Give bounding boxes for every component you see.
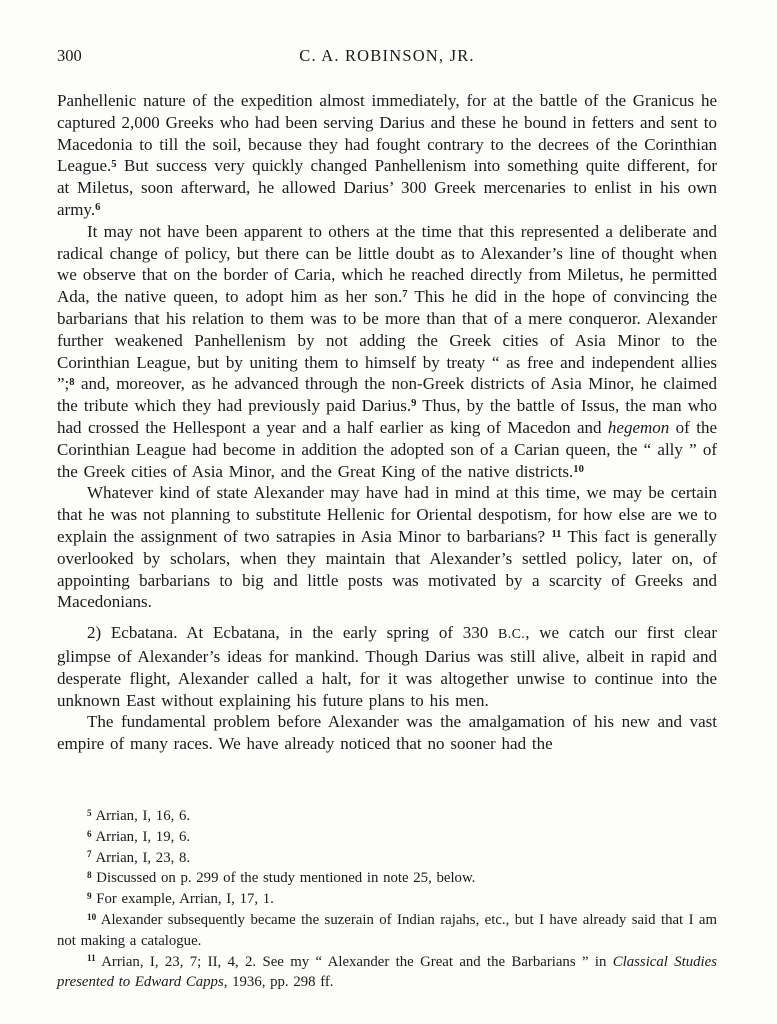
footnote-ref: 11 — [87, 953, 96, 964]
text-segment: Classical Studies presented to Edward Capps — [57, 953, 717, 991]
footnote-ref: 6 — [95, 202, 101, 214]
footnote-ref: 7 — [402, 289, 408, 301]
footnote — [57, 848, 717, 869]
footnote-ref: 7 — [87, 849, 92, 860]
footnote — [57, 952, 717, 994]
footnote-block — [57, 806, 717, 993]
footnote-ref: 9 — [87, 891, 92, 902]
footnote-ref: 10 — [87, 911, 97, 922]
footnote-ref: 8 — [69, 376, 75, 388]
footnote — [57, 827, 717, 848]
text-segment: Arrian, I, 19, 6. — [91, 828, 191, 845]
text-segment: Whatever kind of state Alexander may have had in mind at this time, we may be certain that he was not planning to substitute Hellenic for Oriental despotism, for how else are we to explain the assignment of two satrapies in Asia Minor to barbarians? — [57, 483, 717, 546]
text-segment: This he did in the hope of convincing the barbarians that his relation to them was to be more than that of a mere conqueror. Alexander further weakened Panhellenism by not adding the Greek cities of Asia Minor to the Corinthian League, but by uniting them to himself by treaty “ as free and independent allies ”; — [57, 287, 717, 394]
text-segment: hegemon — [607, 417, 670, 437]
paragraph — [57, 90, 717, 221]
text-segment: of the Corinthian League had become in addition the adopted son of a Carian queen, the “ ally ” of the Greek cities of Asia Minor, and the Great King of the native districts. — [57, 417, 717, 481]
text-segment: 2) Ecbatana. At Ecbatana, in the early spring of 330 — [87, 623, 499, 643]
text-segment: For example, Arrian, I, 17, 1. — [91, 891, 274, 908]
footnote-ref: 5 — [111, 158, 117, 170]
running-header — [57, 46, 717, 68]
paragraph — [57, 221, 717, 483]
text-segment: Arrian, I, 23, 8. — [91, 849, 191, 866]
paragraph — [57, 482, 717, 613]
text-segment: and, moreover, as he advanced through the non-Greek districts of Asia Minor, he claimed the tribute which they had previously paid Darius. — [57, 374, 717, 416]
text-segment: B.C. — [498, 627, 526, 643]
text-segment: , 1936, pp. 298 ff. — [223, 974, 334, 991]
text-segment: Arrian, I, 16, 6. — [91, 808, 191, 824]
text-segment: Thus, by the battle of Issus, the man who had crossed the Hellespont a year and a half earlier as king of Macedon and — [57, 396, 717, 437]
footnote-ref: 9 — [411, 398, 417, 410]
text-segment: But success very quickly changed Panhellenism into something quite different, for at Miletus, soon afterward, he allowed Darius’ 300 Greek mercenaries to enlist in his own army. — [57, 156, 717, 219]
text-segment: Alexander subsequently became the suzerain of Indian rajahs, etc., but I have already said that I am not making a catalogue. — [57, 911, 717, 949]
text-segment: Discussed on p. 299 of the study mentioned in note 25, below. — [91, 870, 476, 887]
paragraph — [57, 622, 717, 711]
text-segment: Arrian, I, 23, 7; II, 4, 2. See my “ Alexander the Great and the Barbarians ” in — [95, 953, 613, 970]
page-number: 300 — [57, 46, 82, 65]
text-segment: Panhellenic nature of the expedition almost immediately, for at the battle of the Granicus he captured 2,000 Greeks who had been serving Darius and these he bound in fetters and sent to Macedonia to till the soil, because they had fought contrary to the decrees of the Corinthian League. — [57, 91, 717, 176]
text-segment: The fundamental problem before Alexander was the amalgamation of his new and vast empire of many races. We have already noticed that no sooner had the — [57, 712, 717, 754]
footnote-ref: 8 — [87, 870, 92, 881]
footnote — [57, 806, 717, 827]
footnote-ref: 10 — [573, 463, 584, 475]
footnote — [57, 910, 717, 952]
text-segment: , we catch our first clear glimpse of Alexander’s ideas for mankind. Though Darius was still alive, albeit in rapid and desperate flight, Alexander called a halt, for it was altogether unwise to continue into the unknown East without explaining his future plans to his men. — [57, 623, 717, 710]
footnote-ref: 5 — [87, 807, 92, 818]
text-segment: This fact is generally overlooked by scholars, when they maintain that Alexander’s settled policy, later on, of appointing barbarians to big and little posts was motivated by a scarcity of Greeks and Macedonians. — [57, 526, 717, 612]
footnote — [57, 889, 717, 910]
article-body — [57, 90, 717, 755]
running-title: C. A. ROBINSON, JR. — [299, 46, 475, 65]
paragraph — [57, 711, 717, 755]
text-segment: It may not have been apparent to others at the time that this represented a deliberate and radical change of policy, but there can be little doubt as to Alexander’s line of thought when we observe that on the border of Caria, which he reached directly from Miletus, he permitted Ada, the native queen, to adopt him as her son. — [57, 221, 717, 307]
footnote — [57, 868, 717, 889]
footnote-ref: 11 — [551, 529, 562, 541]
footnote-ref: 6 — [87, 828, 92, 839]
